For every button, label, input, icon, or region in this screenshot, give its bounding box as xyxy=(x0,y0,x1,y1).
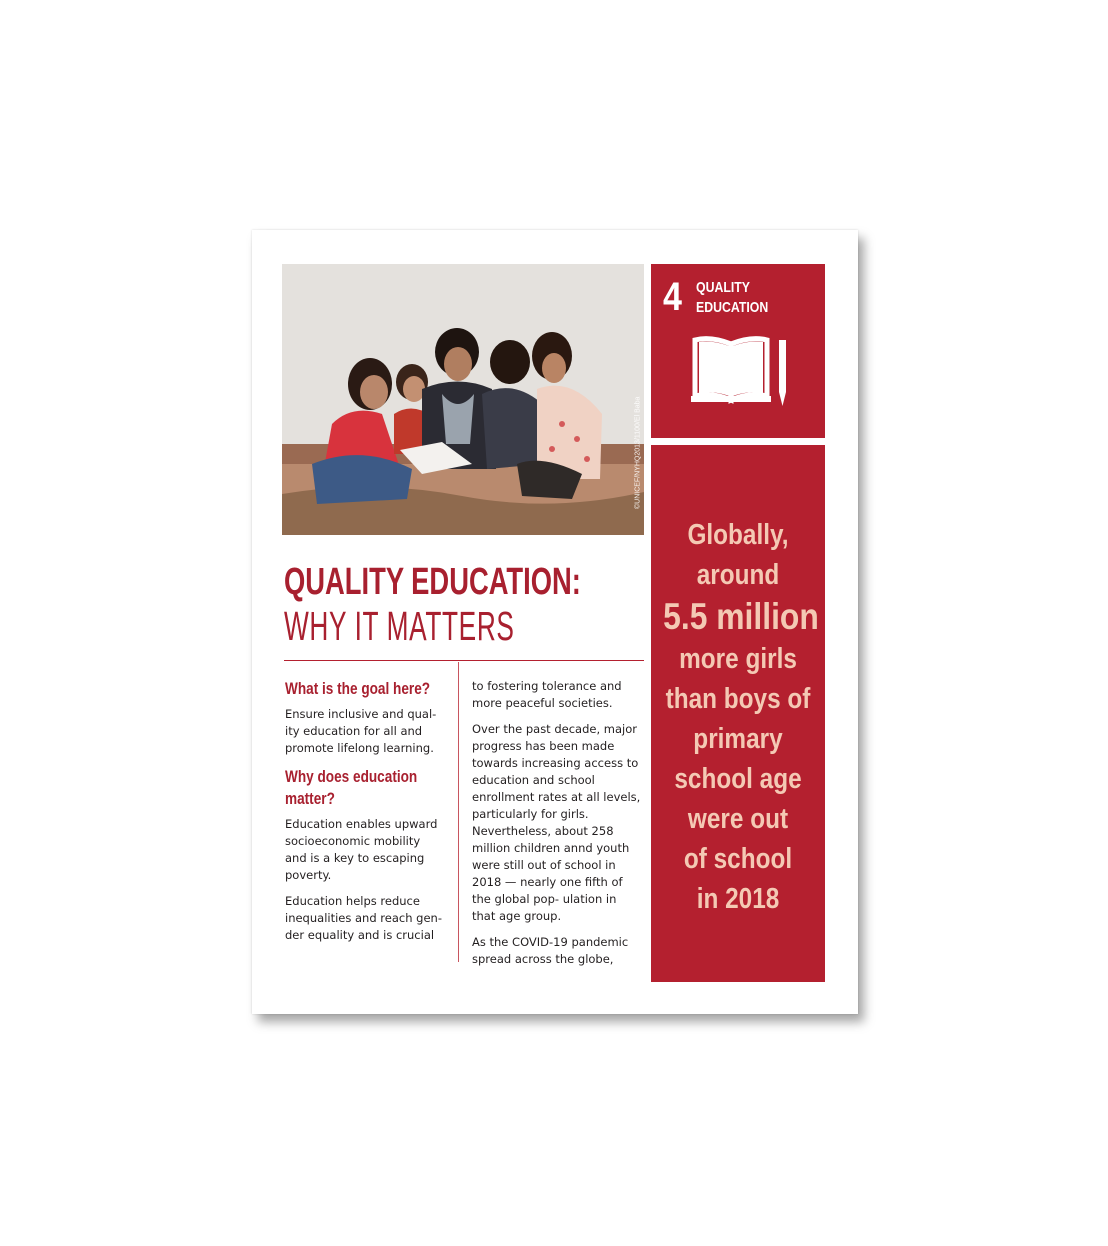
stat-line: around xyxy=(696,559,780,591)
title-divider xyxy=(284,660,644,661)
title-main: QUALITY EDUCATION: xyxy=(284,561,581,603)
paragraph: Education enables upward socioeconomic mobility and is a key to escaping poverty. xyxy=(285,817,438,882)
paragraph: Education helps reduce inequalities and reach gen- der equality and is crucial xyxy=(285,894,442,942)
stat-line: primary xyxy=(693,723,783,755)
title-sub: WHY IT MATTERS xyxy=(284,603,515,649)
sdg-label xyxy=(696,278,768,318)
sdg-goal-tile xyxy=(651,264,825,438)
paragraph: to fostering tolerance and more peaceful societies. xyxy=(472,679,622,710)
stat-highlight: 5.5 million xyxy=(663,596,819,637)
answer-goal: Ensure inclusive and qual- ity education for all and promote lifelong learning. xyxy=(285,707,437,755)
stat-line: than boys of xyxy=(665,683,811,715)
sdg-number: 4 xyxy=(663,275,682,319)
sdg-label-line2: EDUCATION xyxy=(696,299,769,316)
question-why: Why does education matter? xyxy=(285,767,418,808)
text-column-right xyxy=(472,678,642,977)
stat-line: more girls xyxy=(679,643,797,675)
question-goal: What is the goal here? xyxy=(285,679,431,698)
page-title xyxy=(284,560,644,648)
stat-line: were out xyxy=(687,803,789,835)
paragraph: Over the past decade, major progress has been made towards increasing access to education and school enrollment rates at all levels, particularly for girls. Nevertheless, about 258 million children annd youth were still out of school in 2018 — nearly one fifth of the global pop- ulation in that age group. xyxy=(472,722,641,923)
book-and-pencil-icon xyxy=(691,334,791,410)
stat-line: in 2018 xyxy=(696,883,780,915)
statistic-text xyxy=(651,515,825,919)
text-column-left xyxy=(285,678,443,953)
sdg-label-line1: QUALITY xyxy=(696,279,750,296)
column-divider xyxy=(458,662,459,962)
photo-credit: ©UNICEF/NYHQ2013/1100/El Baba xyxy=(634,396,641,509)
stat-line: of school xyxy=(683,843,793,875)
fact-sheet-page xyxy=(252,230,858,1014)
paragraph: As the COVID-19 pandemic spread across the globe, xyxy=(472,935,629,966)
children-reading-photo xyxy=(282,264,644,535)
stat-line: school age xyxy=(674,763,802,795)
photo-illustration xyxy=(282,264,644,535)
statistic-panel xyxy=(651,445,825,982)
stat-line: Globally, xyxy=(687,519,789,551)
